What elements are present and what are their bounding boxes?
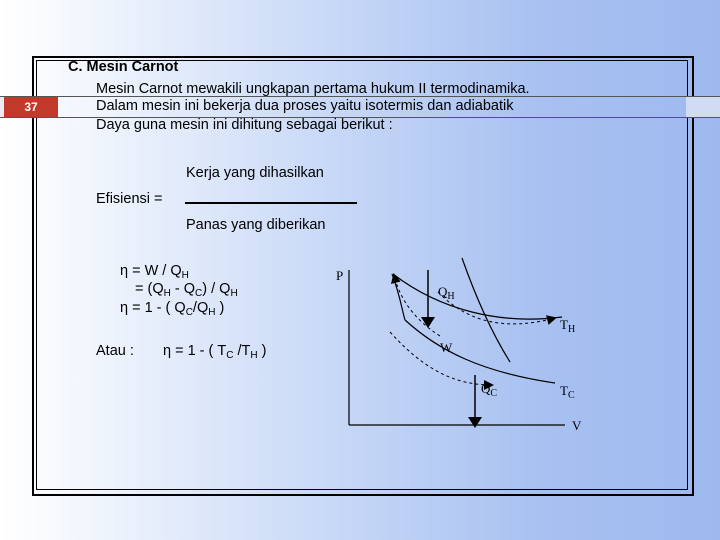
formula-3: η = 1 - ( $Q_C/Q_H$ ) xyxy=(120,300,225,318)
w-label: W xyxy=(440,340,453,355)
th-label: $T_H$ xyxy=(560,317,576,335)
v-axis-label: V xyxy=(572,418,582,433)
qh-label: $Q_H$ xyxy=(438,284,455,302)
efficiency-lhs: Efisiensi = xyxy=(96,191,163,207)
efficiency-denominator: Panas yang diberikan xyxy=(186,217,326,233)
intro-line-3: Daya guna mesin ini dihitung sebagai berikut : xyxy=(96,117,393,133)
tc-label: $T_C$ xyxy=(560,383,575,401)
atau-label: Atau : xyxy=(96,343,134,359)
qh-arrow-head xyxy=(421,317,435,328)
formula-1: $\eta = W / Q_H$ xyxy=(120,263,189,281)
qc-label: $Q_C$ xyxy=(481,381,498,399)
intro-line-2: Dalam mesin ini bekerja dua proses yaitu isotermis dan adiabatik xyxy=(96,98,514,114)
formula-2: = $(Q_H - Q_C) / Q_H$ xyxy=(135,281,238,299)
intro-line-1: Mesin Carnot mewakili ungkapan pertama hukum II termodinamika. xyxy=(96,81,530,97)
adiabat-2 xyxy=(462,258,510,362)
page-number: 37 xyxy=(4,97,58,117)
isotherm-tc xyxy=(405,320,555,383)
qc-arrow-head xyxy=(468,417,482,428)
formula-4: η = 1 - ( $T_C$ $/T_H$ ) xyxy=(163,343,267,361)
p-axis-label: P xyxy=(336,268,344,283)
section-heading: C. Mesin Carnot xyxy=(68,59,179,75)
isotherm-th xyxy=(393,274,562,319)
efficiency-numerator: Kerja yang dihasilkan xyxy=(186,165,324,181)
